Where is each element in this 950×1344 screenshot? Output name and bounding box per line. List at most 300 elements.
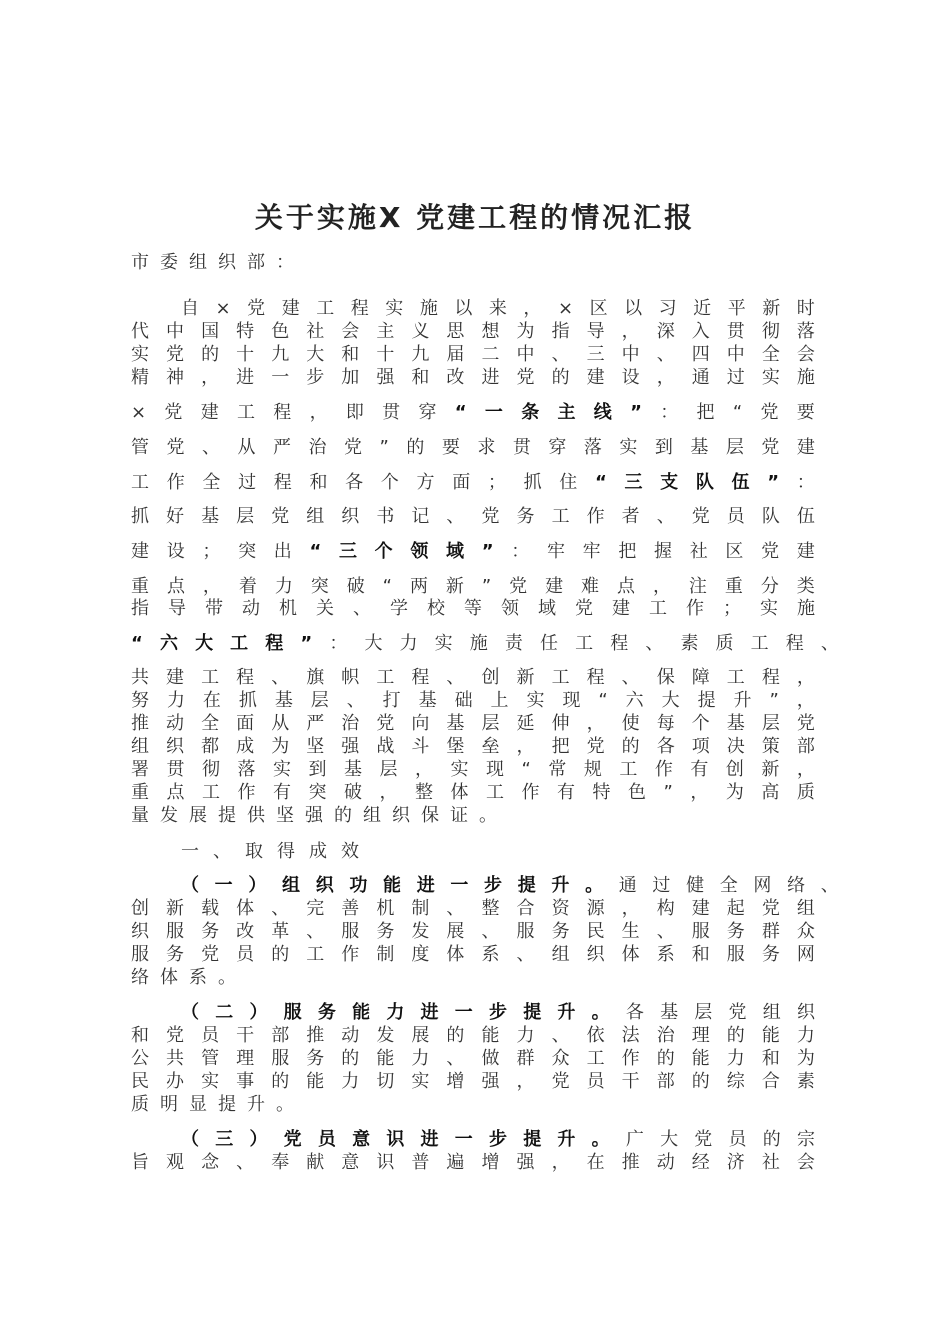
char: 网 <box>753 875 772 896</box>
char: 服 <box>271 1048 290 1069</box>
char: 党 <box>481 506 500 527</box>
char: 织 <box>341 506 360 527</box>
char: 党 <box>691 506 710 527</box>
char: 、 <box>656 506 675 527</box>
char: 能 <box>691 1048 710 1069</box>
char: 事 <box>236 1071 255 1092</box>
char: 者 <box>621 506 640 527</box>
char: 穿 <box>548 437 567 458</box>
char: 服 <box>341 921 360 942</box>
char: 实 <box>434 633 453 654</box>
char: 度 <box>411 944 430 965</box>
char: 增 <box>446 1071 465 1092</box>
char: 能 <box>761 1025 780 1046</box>
text-line <box>131 804 815 828</box>
text-line <box>131 920 815 944</box>
bold-char: （ <box>181 1002 199 1023</box>
char: 代 <box>131 321 149 342</box>
char: ， <box>796 667 815 688</box>
char: 织 <box>796 1002 815 1023</box>
text-line <box>131 575 815 599</box>
char: 、 <box>236 1152 255 1173</box>
bold-char: 务 <box>317 1002 336 1023</box>
char: 制 <box>376 944 395 965</box>
char: 国 <box>201 321 220 342</box>
char: 力 <box>796 1025 815 1046</box>
char: 能 <box>481 1025 500 1046</box>
bold-char: 提 <box>523 1002 542 1023</box>
char: 群 <box>761 921 780 942</box>
char: 部 <box>796 736 815 757</box>
char: 础 <box>454 690 473 711</box>
text-line <box>181 1001 815 1025</box>
bold-char: ” <box>767 472 780 493</box>
bold-char: 党 <box>283 1129 302 1150</box>
char: 精 <box>131 367 149 388</box>
char: 新 <box>516 667 535 688</box>
char: 自 <box>181 298 199 319</box>
char: 全 <box>761 344 780 365</box>
char: 整 <box>481 898 500 919</box>
char: 络 <box>787 875 806 896</box>
char: 动 <box>242 598 260 619</box>
char: 提 <box>697 690 716 711</box>
text-line <box>131 1070 815 1094</box>
char: 的 <box>271 1071 290 1092</box>
char: 实 <box>131 344 149 365</box>
char: 落 <box>237 759 256 780</box>
char: 入 <box>691 321 710 342</box>
char: 队 <box>761 506 780 527</box>
char: 会 <box>341 321 360 342</box>
char: 服 <box>726 944 745 965</box>
text-line <box>181 874 839 898</box>
char: 创 <box>725 759 744 780</box>
char: 新 <box>761 759 780 780</box>
char: 设 <box>166 541 185 562</box>
char: 、 <box>656 921 675 942</box>
char: 施 <box>796 367 815 388</box>
char: 为 <box>271 736 290 757</box>
char: 色 <box>628 782 646 803</box>
char: ： <box>329 633 348 654</box>
char: 工 <box>131 472 149 493</box>
char: 实 <box>619 437 638 458</box>
char: 创 <box>481 667 500 688</box>
text-line <box>131 366 815 390</box>
char: 组 <box>189 252 207 273</box>
char: 建 <box>796 437 815 458</box>
char: 程 <box>273 472 292 493</box>
char: 的 <box>201 344 220 365</box>
char: 落 <box>583 437 602 458</box>
char: 施 <box>419 298 438 319</box>
char: 、 <box>202 437 220 458</box>
char: 一 <box>271 367 290 388</box>
char: 作 <box>341 944 360 965</box>
char: 明 <box>160 1094 178 1115</box>
char: 。 <box>276 1094 294 1115</box>
section-heading <box>181 840 373 864</box>
text-line <box>131 781 815 805</box>
char: 实 <box>385 298 404 319</box>
char: 责 <box>504 633 523 654</box>
char: 义 <box>411 321 430 342</box>
char: 通 <box>618 875 637 896</box>
text-line <box>181 1128 815 1152</box>
char: 大 <box>364 633 383 654</box>
char: 面 <box>236 713 255 734</box>
char: 在 <box>202 690 221 711</box>
char: 合 <box>761 1071 780 1092</box>
char: 等 <box>464 598 482 619</box>
char: 观 <box>166 1152 185 1173</box>
char: 时 <box>796 298 815 319</box>
char: 量 <box>131 805 149 826</box>
char: 和 <box>761 1048 780 1069</box>
char: 质 <box>715 633 734 654</box>
char: 制 <box>411 898 430 919</box>
char: 基 <box>201 506 220 527</box>
char: 全 <box>719 875 738 896</box>
char: 群 <box>516 1048 535 1069</box>
char: 作 <box>686 598 704 619</box>
char: 党 <box>575 598 593 619</box>
char: 好 <box>166 506 185 527</box>
char: 、 <box>446 667 465 688</box>
char: 到 <box>654 437 673 458</box>
char: 区 <box>589 298 608 319</box>
char: 工 <box>486 782 504 803</box>
char: 体 <box>621 944 640 965</box>
bold-char: 步 <box>488 1002 507 1023</box>
char: 想 <box>481 321 500 342</box>
char: 贯 <box>726 321 745 342</box>
char: 高 <box>761 782 780 803</box>
char: ， <box>309 402 328 423</box>
char: 坚 <box>276 805 294 826</box>
char: 每 <box>656 713 675 734</box>
char: 经 <box>691 1152 710 1173</box>
char: 指 <box>551 321 570 342</box>
char: 要 <box>441 437 460 458</box>
char: 严 <box>273 437 291 458</box>
text-line <box>131 689 815 713</box>
char: 得 <box>277 841 295 862</box>
char: 力 <box>516 1025 535 1046</box>
char: 显 <box>189 1094 207 1115</box>
char: 党 <box>761 437 780 458</box>
char: 工 <box>750 633 769 654</box>
char: 力 <box>726 1048 745 1069</box>
char: 帜 <box>341 667 360 688</box>
char: 展 <box>189 805 207 826</box>
char: 设 <box>621 367 640 388</box>
char: ， <box>551 1152 570 1173</box>
bold-char: “ <box>309 541 322 562</box>
bold-char: 伍 <box>731 472 750 493</box>
bold-char: ） <box>249 1129 268 1150</box>
char: 都 <box>201 736 220 757</box>
bold-char: 一 <box>484 402 503 423</box>
char: 施 <box>469 633 488 654</box>
char: 织 <box>166 736 185 757</box>
char: 层 <box>725 437 744 458</box>
char: 习 <box>658 298 677 319</box>
text-line <box>131 1024 815 1048</box>
char: 从 <box>271 713 290 734</box>
char: 发 <box>411 921 430 942</box>
char: 机 <box>279 598 297 619</box>
char: 党 <box>761 898 780 919</box>
char: ， <box>202 576 221 597</box>
char: 改 <box>236 921 255 942</box>
char: 务 <box>726 921 745 942</box>
char: ， <box>796 759 815 780</box>
char: 提 <box>218 805 236 826</box>
char: 资 <box>551 898 570 919</box>
char: 特 <box>236 321 255 342</box>
char: 障 <box>691 667 710 688</box>
char: 提 <box>218 1094 236 1115</box>
char: 社 <box>761 1152 780 1173</box>
char: 到 <box>308 759 327 780</box>
char: × <box>131 402 147 423</box>
char: 握 <box>654 541 672 562</box>
char: 组 <box>306 506 325 527</box>
char: 四 <box>691 344 710 365</box>
text-line <box>131 632 839 656</box>
char: 动 <box>656 1152 675 1173</box>
char: 基 <box>726 713 745 734</box>
char: 和 <box>309 472 328 493</box>
char: 工 <box>649 598 667 619</box>
char: 能 <box>306 1071 325 1092</box>
bold-char: 个 <box>374 541 393 562</box>
char: 献 <box>306 1152 325 1173</box>
char: 分 <box>760 576 779 597</box>
bold-char: “ <box>131 633 143 654</box>
char: 工 <box>551 506 570 527</box>
bold-char: 域 <box>446 541 465 562</box>
char: ， <box>523 298 542 319</box>
char: 、 <box>645 633 664 654</box>
char: ， <box>415 759 433 780</box>
bold-char: “ <box>454 402 467 423</box>
char: 念 <box>201 1152 220 1173</box>
char: 的 <box>446 1025 465 1046</box>
char: 校 <box>427 598 445 619</box>
char: 程 <box>610 633 629 654</box>
bold-char: 提 <box>517 875 536 896</box>
char: 和 <box>341 344 360 365</box>
char: 起 <box>726 898 745 919</box>
char: 务 <box>166 944 185 965</box>
char: 工 <box>619 759 638 780</box>
char: 重 <box>131 576 149 597</box>
char: 建 <box>131 541 149 562</box>
char: 项 <box>691 736 710 757</box>
text-line <box>131 712 815 736</box>
bold-char: 步 <box>488 1129 507 1150</box>
char: 改 <box>446 367 465 388</box>
char: 有 <box>273 782 291 803</box>
char: 发 <box>160 805 178 826</box>
char: 带 <box>205 598 223 619</box>
bold-char: 。 <box>591 1129 610 1150</box>
char: 有 <box>557 782 575 803</box>
char: 体 <box>236 898 255 919</box>
char: 斗 <box>411 736 430 757</box>
char: 健 <box>686 875 705 896</box>
char: 各 <box>345 472 364 493</box>
char: 网 <box>796 944 815 965</box>
char: 程 <box>785 633 804 654</box>
char: 新 <box>166 898 185 919</box>
char: 体 <box>450 782 469 803</box>
char: 努 <box>131 690 149 711</box>
salutation <box>131 251 815 275</box>
char: ： <box>276 252 294 273</box>
bold-char: 服 <box>283 1002 302 1023</box>
char: 源 <box>586 898 605 919</box>
char: 抓 <box>523 472 542 493</box>
char: 工 <box>201 667 220 688</box>
char: 、 <box>446 506 465 527</box>
char: 基 <box>418 690 437 711</box>
bold-char: ” <box>300 633 313 654</box>
text-line <box>131 401 815 425</box>
char: 动 <box>166 713 185 734</box>
char: 旨 <box>131 1152 149 1173</box>
bold-char: 主 <box>557 402 576 423</box>
char: 和 <box>691 944 710 965</box>
char: 工 <box>586 1048 605 1069</box>
char: 、 <box>346 690 365 711</box>
text-line <box>131 966 815 990</box>
char: 的 <box>341 1048 360 1069</box>
text-line <box>131 1047 815 1071</box>
bold-char: 进 <box>416 875 435 896</box>
text-line <box>131 436 815 460</box>
char: 为 <box>516 321 535 342</box>
char: 把 <box>618 541 637 562</box>
document-title: 关于实施X 党建工程的情况汇报 <box>254 201 696 234</box>
bold-char: 。 <box>585 875 604 896</box>
char: 展 <box>446 921 465 942</box>
char: 从 <box>237 437 256 458</box>
char: ， <box>516 736 535 757</box>
char: 决 <box>726 736 745 757</box>
char: 上 <box>490 690 509 711</box>
char: 突 <box>308 782 327 803</box>
char: 、 <box>446 898 465 919</box>
char: “ <box>732 402 743 423</box>
char: 类 <box>796 576 815 597</box>
char: 组 <box>762 1002 781 1023</box>
char: 大 <box>306 344 325 365</box>
char: 层 <box>310 690 329 711</box>
char: 部 <box>247 252 265 273</box>
char: 把 <box>551 736 570 757</box>
char: 两 <box>409 576 428 597</box>
bold-char: 一 <box>454 1129 473 1150</box>
char: 全 <box>201 713 220 734</box>
char: 实 <box>201 1071 220 1092</box>
char: 建 <box>545 576 564 597</box>
char: 务 <box>761 944 780 965</box>
bold-char: 队 <box>695 472 714 493</box>
char: 任 <box>540 633 558 654</box>
char: ， <box>586 713 605 734</box>
char: 、 <box>446 1048 465 1069</box>
char: 综 <box>726 1071 745 1092</box>
text-line <box>131 666 815 690</box>
char: 深 <box>656 321 675 342</box>
bold-char: 三 <box>338 541 357 562</box>
bold-char: 升 <box>551 875 570 896</box>
char: ； <box>487 472 506 493</box>
char: 区 <box>725 541 744 562</box>
char: 突 <box>310 576 329 597</box>
bold-char: 六 <box>159 633 178 654</box>
char: 全 <box>202 472 221 493</box>
char: 普 <box>411 1152 430 1173</box>
char: 员 <box>236 944 255 965</box>
char: ： <box>511 541 530 562</box>
char: ， <box>201 367 220 388</box>
bold-char: ” <box>630 402 642 423</box>
char: 在 <box>586 1152 605 1173</box>
char: 通 <box>691 367 710 388</box>
char: 作 <box>621 1048 640 1069</box>
char: 过 <box>238 472 257 493</box>
char: 、 <box>481 921 500 942</box>
char: 、 <box>306 921 325 942</box>
char: 共 <box>166 1048 185 1069</box>
text-line <box>131 1151 815 1175</box>
char: 程 <box>411 667 430 688</box>
char: 程 <box>586 667 605 688</box>
char: 基 <box>344 759 362 780</box>
char: 面 <box>452 472 471 493</box>
char: 织 <box>392 805 410 826</box>
char: 注 <box>688 576 707 597</box>
char: 。 <box>479 805 497 826</box>
bold-char: 二 <box>215 1002 234 1023</box>
char: 层 <box>379 759 398 780</box>
char: 生 <box>621 921 640 942</box>
char: 届 <box>446 344 465 365</box>
bold-char: 一 <box>214 875 233 896</box>
char: 十 <box>236 344 255 365</box>
char: 治 <box>341 713 360 734</box>
char: 系 <box>481 944 500 965</box>
bold-char: 织 <box>315 875 334 896</box>
char: 域 <box>538 598 556 619</box>
char: 领 <box>501 598 519 619</box>
bold-char: 提 <box>523 1129 542 1150</box>
bold-char: 。 <box>591 1002 610 1023</box>
char: 把 <box>696 402 715 423</box>
char: 方 <box>416 472 435 493</box>
char: 各 <box>625 1002 644 1023</box>
text-line <box>131 597 815 621</box>
char: 增 <box>481 1152 500 1173</box>
char: 破 <box>344 782 362 803</box>
char: 办 <box>166 1071 185 1092</box>
char: 党 <box>551 1071 570 1092</box>
